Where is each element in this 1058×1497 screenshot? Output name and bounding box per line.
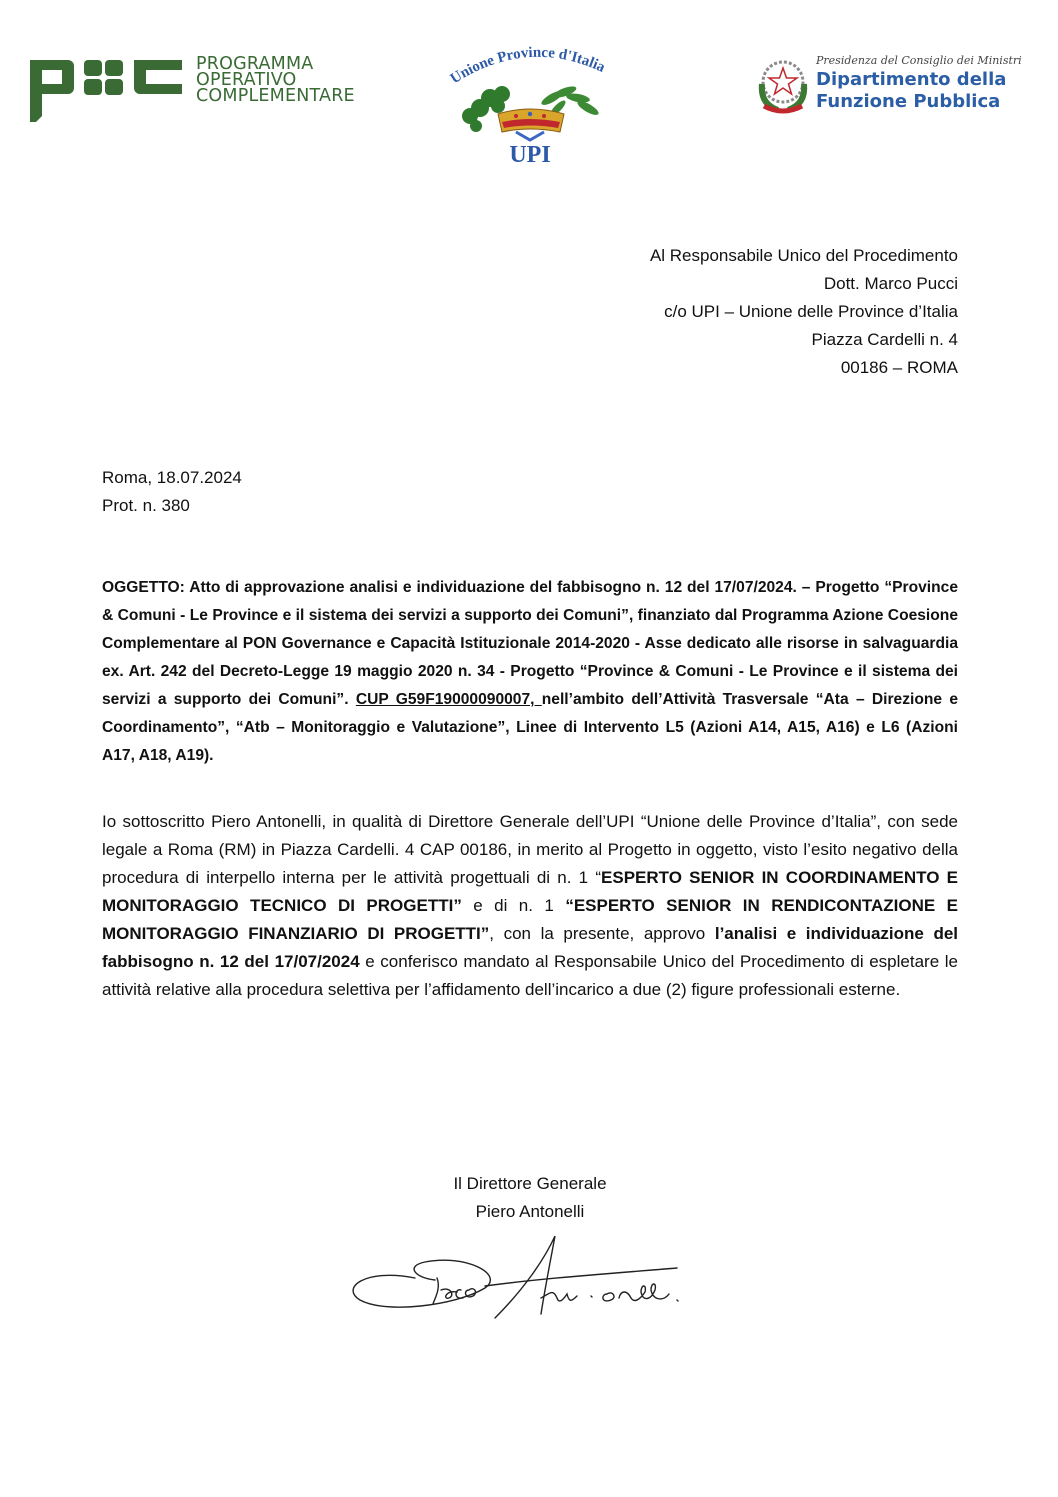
poc-logo-text xyxy=(196,56,355,104)
upi-caption: UPI xyxy=(509,142,551,168)
role-2: “ESPERTO SENIOR IN RENDICONTAZIONE E MONITORAGGIO FINANZIARIO DI PROGETTI” xyxy=(102,896,959,943)
subject-paragraph xyxy=(102,574,958,770)
subject-text: OGGETTO: Atto di approvazione analisi e individuazione del fabbisogno n. 12 del 17/07/2024. – Progetto “Province & Comuni - Le Province e il sistema dei servizi a supporto dei Comuni”, finanziato dal Programma Azione Coesione Complementare al PON Governance e Capacità Istituzionale 2014-2020 - Asse dedicato alle risorse in salvaguardia ex. Art. 242 del Decreto-Legge 19 maggio 2020 n. 34 - Progetto “Province & Comuni - Le Province e il sistema dei servizi a supporto dei Comuni”. xyxy=(102,579,958,708)
upi-arc-text: Unione Province d'Italia xyxy=(447,44,608,88)
dfp-title-line-1: Dipartimento della xyxy=(816,69,1007,90)
role-1: ESPERTO SENIOR IN COORDINAMENTO E MONITORAGGIO TECNICO DI PROGETTI” xyxy=(102,868,958,915)
approval-reference: l’analisi e individuazione del fabbisogno n. 12 del 17/07/2024 xyxy=(102,924,958,971)
protocol-number: Prot. n. 380 xyxy=(102,496,190,515)
subject-text-continued: nell’ambito dell’Attività Trasversale “Ata – Direzione e Coordinamento”, “Atb – Monitoraggio e Valutazione”, Linee di Intervento L5 (Azioni A14, A15, A16) e L6 (Azioni A17, A18, A19). xyxy=(102,691,959,764)
dfp-title xyxy=(816,69,1006,113)
body-paragraph xyxy=(102,808,958,1004)
body-text: , con la presente, approvo xyxy=(489,924,715,943)
poc-line-1: PROGRAMMA xyxy=(196,54,314,74)
signatory-name: Piero Antonelli xyxy=(475,1202,585,1221)
dfp-subtitle: Presidenza del Consiglio dei Ministri xyxy=(816,54,1022,67)
signatory-role: Il Direttore Generale xyxy=(453,1174,607,1193)
cup-code: CUP G59F19000090007, xyxy=(355,691,542,708)
recipient-line: c/o UPI – Unione delle Province d’Italia xyxy=(664,302,958,321)
body-text: e di n. 1 xyxy=(461,896,566,915)
poc-logo xyxy=(28,52,368,127)
recipient-line: 00186 – ROMA xyxy=(840,358,958,377)
poc-logo-mark-icon xyxy=(28,54,188,126)
place-date-block xyxy=(102,464,242,520)
handwritten-signature-icon xyxy=(345,1228,710,1324)
signature-block xyxy=(380,1170,680,1226)
recipient-line: Al Responsabile Unico del Procedimento xyxy=(649,246,958,265)
italian-emblem-icon xyxy=(752,54,814,116)
poc-line-3: COMPLEMENTARE xyxy=(196,86,355,106)
recipient-line: Dott. Marco Pucci xyxy=(823,274,958,293)
body-text: e conferisco mandato al Responsabile Unico del Procedimento di espletare le attività relative alla procedura selettiva per l’affidamento dell’incarico a due (2) figure professionali esterne. xyxy=(102,952,958,999)
upi-logo xyxy=(440,36,620,176)
upi-crown-emblem-icon xyxy=(440,36,620,146)
recipient-line: Piazza Cardelli n. 4 xyxy=(811,330,958,349)
dfp-title-line-2: Funzione Pubblica xyxy=(816,91,1001,112)
recipient-address xyxy=(538,242,958,382)
funzione-pubblica-logo xyxy=(752,52,1022,122)
place-date: Roma, 18.07.2024 xyxy=(102,468,242,487)
svg-text:Unione Province d'Italia xyxy=(448,45,608,87)
poc-line-2: OPERATIVO xyxy=(196,70,297,90)
body-text: Io sottoscritto Piero Antonelli, in qualità di Direttore Generale dell’UPI “Unione delle Province d’Italia”, con sede legale a Roma (RM) in Piazza Cardelli. 4 CAP 00186, in merito al Progetto in oggetto, visto l’esito negativo della procedura di interpello interna per le attività progettuali di n. 1 “ xyxy=(102,812,958,887)
